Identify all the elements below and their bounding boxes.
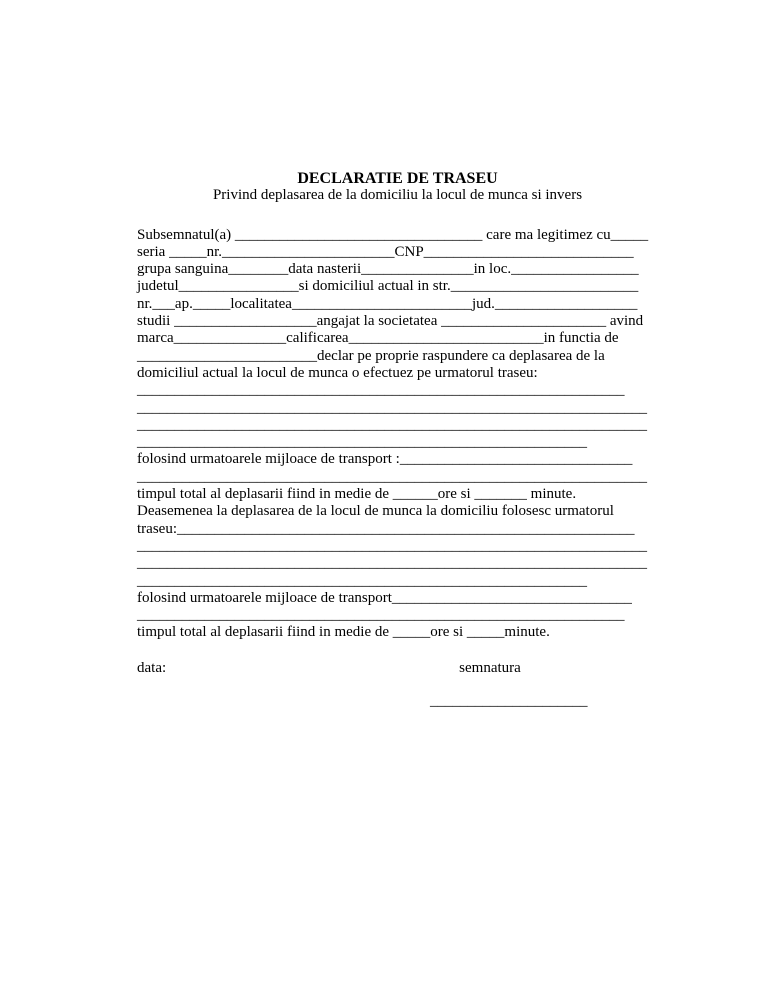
form-line-marca-calificarea: marca_______________calificarea__________________________in functia de — [137, 330, 619, 347]
form-line-studii: studii ___________________angajat la societatea ______________________ avind — [137, 313, 644, 330]
footer-row — [137, 660, 658, 677]
form-line-localitatea: nr.___ap._____localitatea________________________jud.___________________ — [137, 295, 638, 312]
form-blank-line: ____________________________________________________________________ — [137, 468, 647, 485]
signature-line: _____________________ — [430, 693, 588, 710]
form-blank-line: ____________________________________________________________________ — [137, 399, 647, 416]
form-line-mijloace-transport-2: folosind urmatoarele mijloace de transport________________________________ — [137, 589, 632, 606]
form-blank-line: _________________________________________________________________ — [137, 382, 625, 399]
form-line-mijloace-transport-1: folosind urmatoarele mijloace de transport :_______________________________ — [137, 451, 633, 468]
form-line-timp-deplasare-2: timpul total al deplasarii fiind in medie de _____ore si _____minute. — [137, 624, 550, 641]
form-line-grupa-sanguina: grupa sanguina________data nasterii_______________in loc._________________ — [137, 261, 639, 278]
form-blank-line: ____________________________________________________________________ — [137, 555, 647, 572]
form-line-traseu-retur: traseu:_____________________________________________________________ — [137, 520, 635, 537]
form-line-judetul: judetul________________si domiciliul actual in str._________________________ — [137, 278, 639, 295]
form-line-subsemnatul: Subsemnatul(a) _________________________________ care ma legitimez cu_____ — [137, 226, 649, 243]
form-line-seria-cnp: seria _____nr._______________________CNP____________________________ — [137, 243, 634, 260]
document-title: DECLARATIE DE TRASEU — [297, 170, 498, 187]
form-blank-line: _________________________________________________________________ — [137, 607, 625, 624]
document-subtitle: Privind deplasarea de la domiciliu la locul de munca si invers — [212, 187, 583, 204]
form-blank-line: ____________________________________________________________ — [137, 434, 587, 451]
form-line-deasemenea: Deasemenea la deplasarea de la locul de munca la domiciliu folosesc urmatorul — [137, 503, 614, 520]
form-blank-line: ____________________________________________________________ — [137, 572, 587, 589]
form-body — [137, 227, 658, 642]
form-line-timp-deplasare-1: timpul total al deplasarii fiind in medie de ______ore si _______ minute. — [137, 486, 577, 503]
signature-line-row — [137, 693, 658, 710]
form-line-traseu-intro: domiciliul actual la locul de munca o efectuez pe urmatorul traseu: — [137, 364, 538, 381]
date-label: data: — [137, 659, 167, 676]
form-line-declar: ________________________declar pe proprie raspundere ca deplasarea de la — [137, 347, 605, 364]
signature-label: semnatura — [459, 659, 521, 676]
form-blank-line: ____________________________________________________________________ — [137, 416, 647, 433]
form-blank-line: ____________________________________________________________________ — [137, 537, 647, 554]
